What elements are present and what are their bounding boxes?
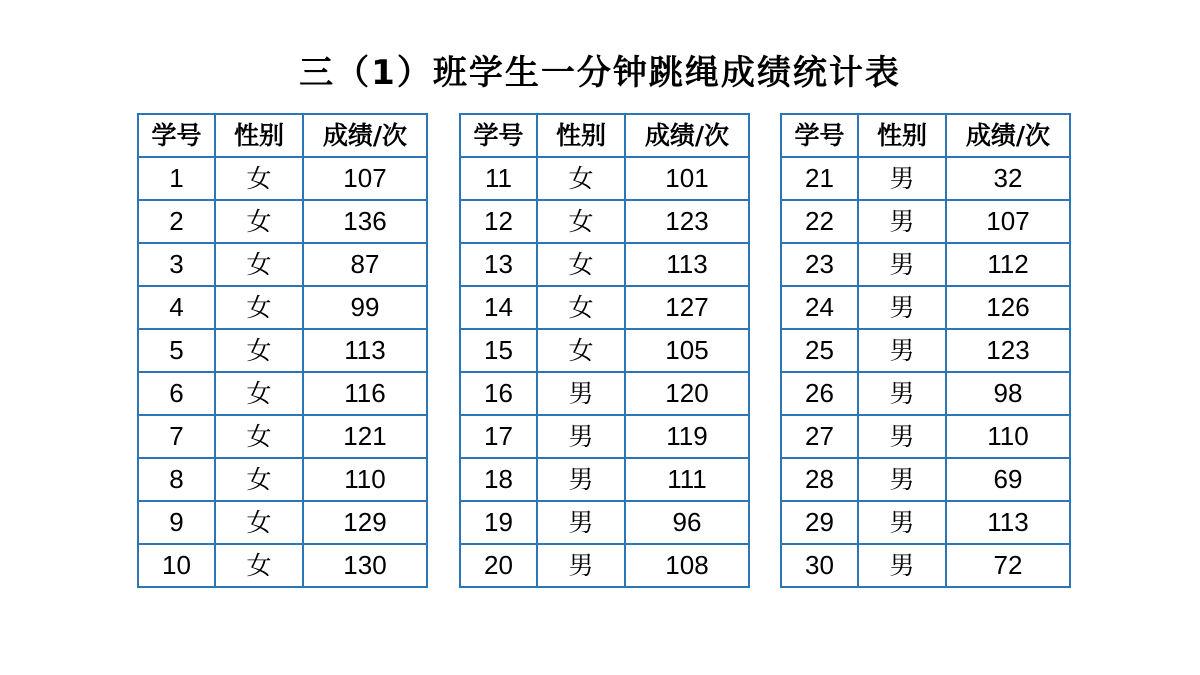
score-cell: 107 xyxy=(946,200,1070,243)
student-id-cell: 2 xyxy=(138,200,215,243)
score-cell: 113 xyxy=(625,243,749,286)
student-id-cell: 5 xyxy=(138,329,215,372)
table-row xyxy=(138,243,427,286)
student-id-cell: 8 xyxy=(138,458,215,501)
score-cell: 87 xyxy=(303,243,427,286)
gender-cell: 男 xyxy=(858,157,946,200)
table-row xyxy=(460,286,749,329)
student-id-cell: 7 xyxy=(138,415,215,458)
gender-cell: 女 xyxy=(537,286,625,329)
table-row xyxy=(138,501,427,544)
score-cell: 121 xyxy=(303,415,427,458)
table-row xyxy=(781,329,1070,372)
score-table-3 xyxy=(780,113,1071,588)
score-cell: 108 xyxy=(625,544,749,587)
gender-cell: 男 xyxy=(537,458,625,501)
page-title: 三（1）班学生一分钟跳绳成绩统计表 xyxy=(299,53,901,93)
student-id-cell: 4 xyxy=(138,286,215,329)
score-cell: 116 xyxy=(303,372,427,415)
score-cell: 123 xyxy=(625,200,749,243)
score-cell: 112 xyxy=(946,243,1070,286)
table-row xyxy=(138,372,427,415)
table-row xyxy=(781,243,1070,286)
header-student-id: 学号 xyxy=(460,114,537,157)
gender-cell: 男 xyxy=(537,372,625,415)
table-row xyxy=(138,157,427,200)
score-cell: 72 xyxy=(946,544,1070,587)
table-row xyxy=(781,286,1070,329)
table-row xyxy=(138,458,427,501)
table-row xyxy=(460,157,749,200)
student-id-cell: 29 xyxy=(781,501,858,544)
gender-cell: 女 xyxy=(215,329,303,372)
gender-cell: 女 xyxy=(537,200,625,243)
header-gender: 性别 xyxy=(537,114,625,157)
score-cell: 96 xyxy=(625,501,749,544)
score-cell: 110 xyxy=(946,415,1070,458)
score-cell: 113 xyxy=(946,501,1070,544)
gender-cell: 女 xyxy=(215,243,303,286)
score-cell: 101 xyxy=(625,157,749,200)
student-id-cell: 30 xyxy=(781,544,858,587)
gender-cell: 女 xyxy=(215,501,303,544)
gender-cell: 女 xyxy=(215,157,303,200)
gender-cell: 男 xyxy=(858,501,946,544)
student-id-cell: 20 xyxy=(460,544,537,587)
gender-cell: 女 xyxy=(215,286,303,329)
student-id-cell: 10 xyxy=(138,544,215,587)
score-cell: 130 xyxy=(303,544,427,587)
score-cell: 136 xyxy=(303,200,427,243)
student-id-cell: 25 xyxy=(781,329,858,372)
header-row xyxy=(781,114,1070,157)
gender-cell: 女 xyxy=(537,243,625,286)
student-id-cell: 13 xyxy=(460,243,537,286)
table-row xyxy=(138,286,427,329)
header-gender: 性别 xyxy=(858,114,946,157)
table-row xyxy=(781,200,1070,243)
gender-cell: 女 xyxy=(537,329,625,372)
score-table-2 xyxy=(459,113,750,588)
table-row xyxy=(460,372,749,415)
gender-cell: 男 xyxy=(858,200,946,243)
gender-cell: 女 xyxy=(215,200,303,243)
score-cell: 113 xyxy=(303,329,427,372)
gender-cell: 女 xyxy=(537,157,625,200)
score-cell: 119 xyxy=(625,415,749,458)
gender-cell: 男 xyxy=(858,243,946,286)
gender-cell: 男 xyxy=(858,544,946,587)
student-id-cell: 3 xyxy=(138,243,215,286)
score-cell: 69 xyxy=(946,458,1070,501)
table-row xyxy=(138,544,427,587)
table-row xyxy=(781,372,1070,415)
header-score: 成绩/次 xyxy=(303,114,427,157)
table-row xyxy=(460,329,749,372)
table-row xyxy=(781,544,1070,587)
student-id-cell: 21 xyxy=(781,157,858,200)
score-cell: 123 xyxy=(946,329,1070,372)
table-row xyxy=(460,501,749,544)
table-row xyxy=(460,243,749,286)
student-id-cell: 15 xyxy=(460,329,537,372)
student-id-cell: 12 xyxy=(460,200,537,243)
table-row xyxy=(460,415,749,458)
table-row xyxy=(460,458,749,501)
score-cell: 98 xyxy=(946,372,1070,415)
score-cell: 110 xyxy=(303,458,427,501)
score-cell: 126 xyxy=(946,286,1070,329)
student-id-cell: 9 xyxy=(138,501,215,544)
header-gender: 性别 xyxy=(215,114,303,157)
table-row xyxy=(138,329,427,372)
gender-cell: 男 xyxy=(858,329,946,372)
student-id-cell: 28 xyxy=(781,458,858,501)
student-id-cell: 14 xyxy=(460,286,537,329)
table-row xyxy=(460,200,749,243)
score-table-1 xyxy=(137,113,428,588)
header-row xyxy=(138,114,427,157)
score-cell: 120 xyxy=(625,372,749,415)
student-id-cell: 27 xyxy=(781,415,858,458)
gender-cell: 男 xyxy=(858,286,946,329)
gender-cell: 男 xyxy=(537,415,625,458)
table-row xyxy=(781,415,1070,458)
header-score: 成绩/次 xyxy=(625,114,749,157)
gender-cell: 女 xyxy=(215,415,303,458)
score-cell: 111 xyxy=(625,458,749,501)
student-id-cell: 1 xyxy=(138,157,215,200)
student-id-cell: 23 xyxy=(781,243,858,286)
table-row xyxy=(781,458,1070,501)
student-id-cell: 11 xyxy=(460,157,537,200)
header-score: 成绩/次 xyxy=(946,114,1070,157)
score-cell: 32 xyxy=(946,157,1070,200)
gender-cell: 男 xyxy=(858,458,946,501)
student-id-cell: 24 xyxy=(781,286,858,329)
student-id-cell: 22 xyxy=(781,200,858,243)
gender-cell: 男 xyxy=(858,415,946,458)
gender-cell: 女 xyxy=(215,372,303,415)
score-cell: 107 xyxy=(303,157,427,200)
score-cell: 105 xyxy=(625,329,749,372)
table-row xyxy=(781,501,1070,544)
score-cell: 129 xyxy=(303,501,427,544)
gender-cell: 男 xyxy=(537,544,625,587)
table-row xyxy=(781,157,1070,200)
gender-cell: 女 xyxy=(215,544,303,587)
header-student-id: 学号 xyxy=(138,114,215,157)
header-student-id: 学号 xyxy=(781,114,858,157)
student-id-cell: 17 xyxy=(460,415,537,458)
score-cell: 127 xyxy=(625,286,749,329)
table-row xyxy=(138,200,427,243)
student-id-cell: 18 xyxy=(460,458,537,501)
header-row xyxy=(460,114,749,157)
score-cell: 99 xyxy=(303,286,427,329)
student-id-cell: 26 xyxy=(781,372,858,415)
student-id-cell: 6 xyxy=(138,372,215,415)
table-row xyxy=(460,544,749,587)
table-row xyxy=(138,415,427,458)
gender-cell: 男 xyxy=(537,501,625,544)
gender-cell: 男 xyxy=(858,372,946,415)
student-id-cell: 19 xyxy=(460,501,537,544)
student-id-cell: 16 xyxy=(460,372,537,415)
gender-cell: 女 xyxy=(215,458,303,501)
